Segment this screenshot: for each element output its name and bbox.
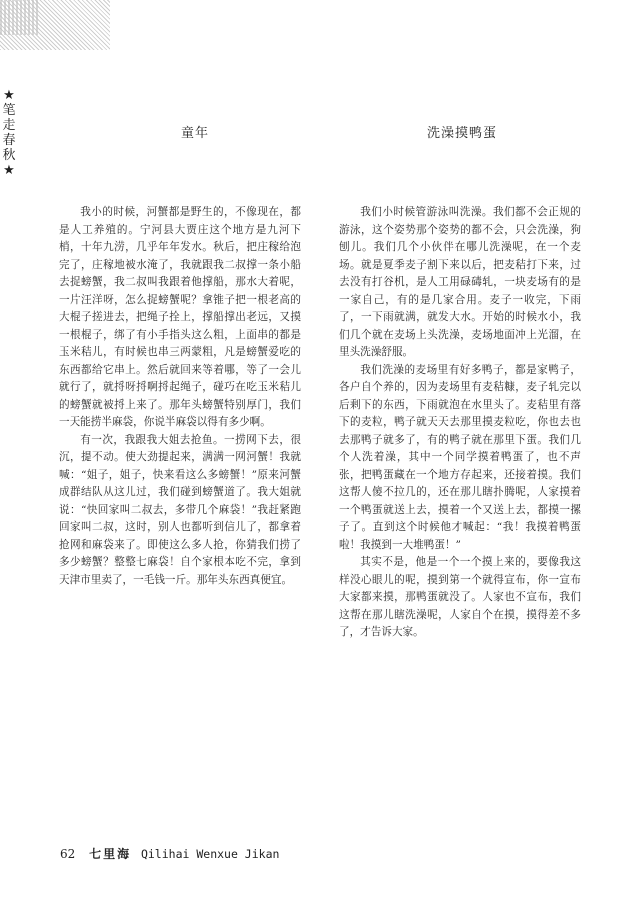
section-label-vertical <box>2 88 16 178</box>
paragraph: 我们洗澡的麦场里有好多鸭子，都是家鸭子，各户自个养的，因为麦场里有麦秸糠，麦子轧完以后剩下的东西，下雨就泡在水里头了。麦秸里有落下的麦粒，鸭子就天天去那里摸麦粒吃，你也去也去那鸭子就多了，有的鸭子就在那里下蛋。我们几个人洗着澡，其中一个同学摸着鸭蛋了，也不声张，把鸭蛋藏在一个地方存起来，还接着摸。我们这帮人傻不拉几的，还在那儿瞎扑腾呢，人家摸着一个鸭蛋就送上去，摸着一个又送上去，都摸一摞子了。直到这个时候他才喊起：“我！我摸着鸭蛋啦！我摸到一大堆鸭蛋！” <box>339 363 581 551</box>
article-title-right: 洗澡摸鸭蛋 <box>426 126 497 141</box>
paragraph: 我小的时候，河蟹都是野生的，不像现在，都是人工养殖的。宁河县大贾庄这个地方是九河下梢，十年九涝，几乎年年发水。秋后，把庄稼给泡完了，庄稼地被水淹了，我就跟我二叔撑一条小船去捉螃蟹，我二叔叫我跟着他撑船，那水大着呢，一片汪洋呀，怎么捉螃蟹呢？拿锥子把一根老高的大棍子搓进去，把绳子拴上，撑船撑出老远，又摸一根棍子，绑了有小手指头这么粗，上面串的都是玉米秸儿，有时候也串三两蒙粗，凡是螃蟹爱吃的东西都给它串上。然后就回来等着哪，等了一会儿就行了，就捋呀捋啊捋起绳子，碰巧在吃玉米秸儿的螃蟹就被捋上来了。那年头螃蟹特别厚门，我们一天能捞半麻袋，你说半麻袋以得有多少啊。 <box>59 206 301 428</box>
magazine-name-en: Qilihai Wenxue Jikan <box>140 847 280 861</box>
page-footer <box>60 845 279 862</box>
article-body-right <box>339 204 581 642</box>
section-label-char: 笔 <box>2 103 16 118</box>
section-label-char: 走 <box>2 118 16 133</box>
paragraph: 我们小时候管游泳叫洗澡。我们都不会正规的游泳，这个姿势那个姿势的都不会，只会洗澡，狗刨儿。我们几个小伙伴在哪儿洗澡呢，在一个麦场。就是夏季麦子割下来以后，把麦秸打下来，过去没有打谷机，是人工用碌碡轧，一块麦场有的是一家自己，有的是几家合用。麦子一收完，下雨了，一下雨就满，就发大水。开始的时候水小，我们几个就在麦场上头洗澡，麦场地面冲上光溜，在里头洗澡舒服。 <box>339 206 581 358</box>
article-body-left <box>59 204 301 589</box>
article-title-left: 童年 <box>180 126 209 141</box>
star-icon: ★ <box>3 163 15 178</box>
page-number: 62 <box>60 847 76 861</box>
star-icon: ★ <box>3 88 15 103</box>
paragraph: 有一次，我跟我大姐去抢鱼。一捞网下去，很沉，提不动。使大劲提起来，满满一网河蟹！我就喊：“姐子，姐子，快来看这么多螃蟹！”原来河蟹成群结队从这儿过，我们碰到螃蟹道了。我大姐就说：“快回家叫二叔去，多带几个麻袋！”我赶紧跑回家叫二叔，这时，别人也都听到信儿了，都拿着抢网和麻袋来了。即使这么多人抢，你猜我们捞了多少螃蟹？整整七麻袋！自个家根本吃不完，拿到天津市里卖了，一毛钱一斤。那年头东西真便宜。 <box>59 433 301 586</box>
section-label-char: 春 <box>2 133 16 148</box>
corner-decoration <box>0 0 110 50</box>
section-label-char: 秋 <box>2 148 16 163</box>
paragraph: 其实不是，他是一个一个摸上来的，要像我这样没心眼儿的呢，摸到第一个就得宣布，你一宣布大家都来摸，那鸭蛋就没了。人家也不宣布，我们这帮在那儿瞎洗澡呢，人家自个在摸，摸得差不多了，才告诉大家。 <box>339 556 581 638</box>
magazine-name-cn: 七里海 <box>89 847 132 861</box>
